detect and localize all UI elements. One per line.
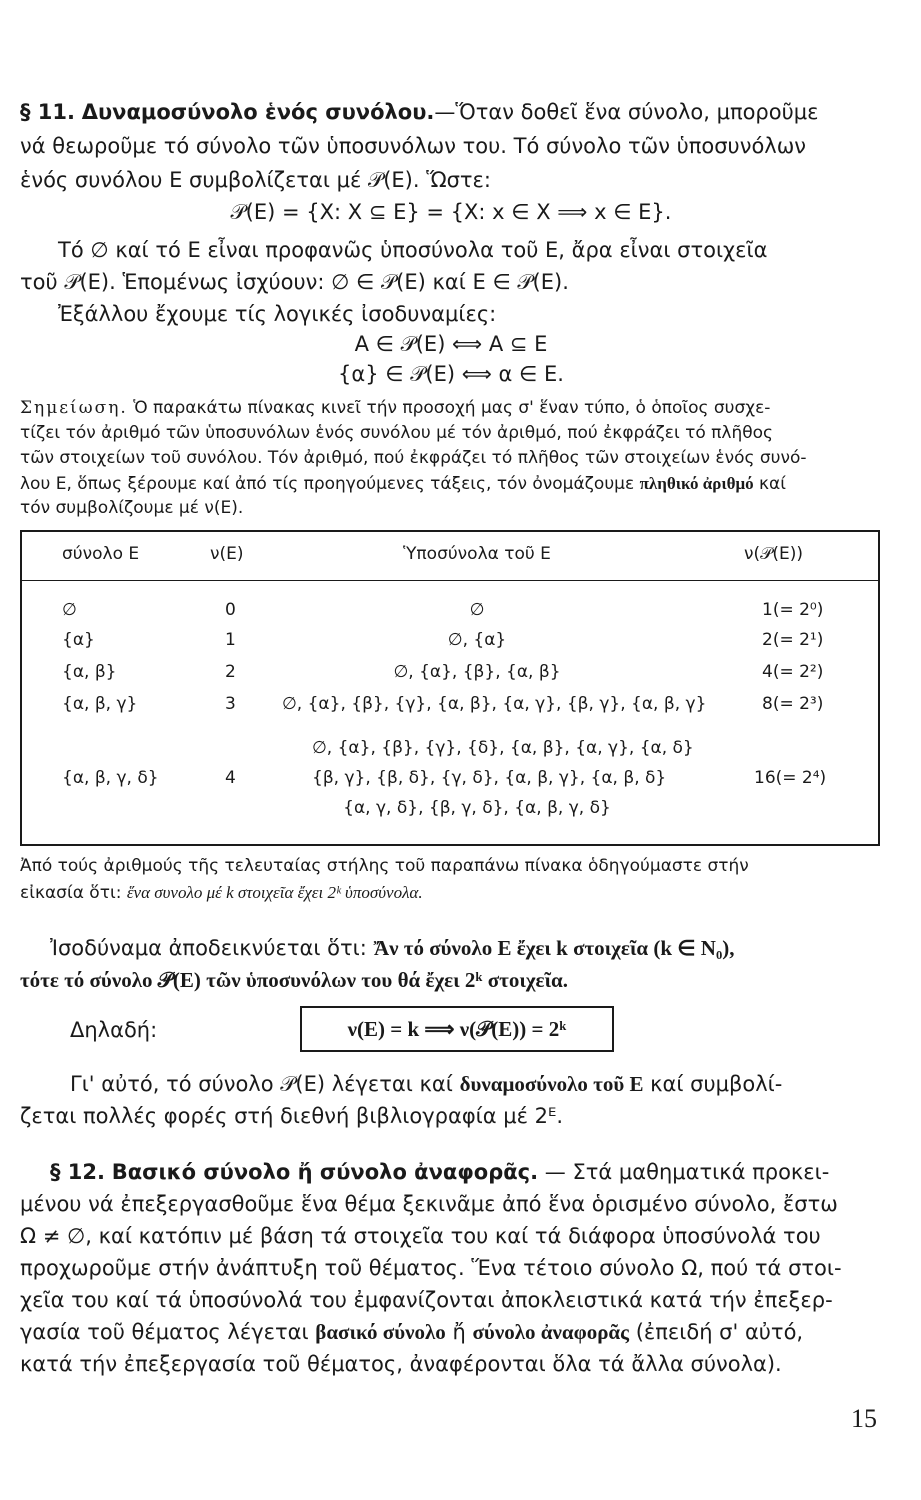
note-line-1 <box>20 396 880 421</box>
section-12-line-6 <box>20 1316 882 1348</box>
table-cell-count: 16(= 2⁴) <box>754 768 827 788</box>
note-line-2: τίζει τόν ἀριθμό τῶν ὑποσυνόλων ἑνός συνόλου μέ τόν ἀριθμό, πού ἐκφράζει τό πλῆθος <box>20 423 774 443</box>
table-cell-set: {α} <box>62 630 95 650</box>
para-equivalences: Ἐξάλλου ἔχουμε τίς λογικές ἰσοδυναμίες: <box>58 302 497 326</box>
powerset-term: δυναμοσύνολο τοῦ Ε <box>459 1072 644 1096</box>
table-cell-cardinality: 3 <box>225 694 236 714</box>
table-cell-count: 2(= 2¹) <box>762 630 824 650</box>
section-12-text-6e: (ἐπειδή σ' αὐτό, <box>635 1320 804 1344</box>
note-text-4c: καί <box>759 474 786 494</box>
note-label: Σημείωση. <box>20 398 128 418</box>
table-cell-set: {α, β, γ} <box>62 694 138 714</box>
table-cell-count: 8(= 2³) <box>762 694 824 714</box>
table-cell-subsets: ∅, {α} <box>447 630 507 650</box>
boxed-formula: ν(Ε) = k ⟹ ν(𝒫(Ε)) = 2ᵏ <box>300 1006 614 1052</box>
reference-set-term: σύνολο ἀναφορᾶς <box>472 1320 630 1344</box>
table-cell-set: {α, β} <box>62 662 117 682</box>
table-cell-cardinality: 2 <box>225 662 236 682</box>
section-12-line-2: μένου νά ἐπεξεργασθοῦμε ἕνα θέμα ξεκινᾶμε ἀπό ἕνα ὁρισμένο σύνολο, ἔστω <box>20 1192 838 1216</box>
table-cell-cardinality: 0 <box>225 600 236 620</box>
note-line-3: τῶν στοιχείων τοῦ συνόλου. Τόν ἀριθμό, πού ἐκφράζει τό πλῆθος τῶν στοιχείων ἑνός συνό- <box>20 448 807 468</box>
theorem-line-2: τότε τό σύνολο 𝒫(Ε) τῶν ὑποσυνόλων του θά ἔχει 2ᵏ στοιχεῖα. <box>20 968 568 992</box>
table-header-rule <box>22 580 878 581</box>
section-11-heading-line <box>20 96 882 128</box>
powerset-para-text-end: καί συμβολί- <box>650 1072 783 1096</box>
powerset-para-line-1 <box>20 1068 882 1100</box>
intro-line-3: ἑνός συνόλου Ε συμβολίζεται μέ 𝒫(Ε). Ὥστε: <box>20 168 491 192</box>
section-12-line-5: χεῖα του καί τά ὑποσύνολά του ἐμφανίζονται ἀποκλειστικά κατά τήν ἐπεξερ- <box>20 1288 833 1312</box>
note-text-1: Ὁ παρακάτω πίνακας κινεῖ τήν προσοχή μας σ' ἕναν τύπο, ὁ ὁποῖος συσχε- <box>133 398 771 418</box>
table-header-set: σύνολο Ε <box>62 544 140 564</box>
page-number: 15 <box>851 1404 877 1433</box>
note-cardinal-term: πληθικό ἀριθμό <box>639 474 754 493</box>
table-header-cardinality: ν(Ε) <box>210 544 244 564</box>
dilady-label: Δηλαδή: <box>70 1018 158 1042</box>
table-cell-set: {α, β, γ, δ} <box>62 768 159 788</box>
table-cell-subsets: {β, γ}, {β, δ}, {γ, δ}, {α, β, γ}, {α, β, δ} <box>312 768 667 788</box>
note-line-4 <box>20 471 880 497</box>
table-cell-subsets: ∅, {α}, {β}, {γ}, {δ}, {α, β}, {α, γ}, {α, δ} <box>312 738 694 758</box>
section-12-line-7: κατά τήν ἐπεξεργασία τοῦ θέματος, ἀναφέρονται ὅλα τά ἄλλα σύνολα). <box>20 1352 782 1376</box>
powerset-para-text: Γι' αὐτό, τό σύνολο 𝒫(Ε) λέγεται καί <box>70 1072 453 1096</box>
powerset-definition-formula: 𝒫(Ε) = {Χ: Χ ⊆ Ε} = {Χ: x ∈ Χ ⟹ x ∈ Ε}. <box>230 200 672 224</box>
basic-set-term: βασικό σύνολο <box>315 1320 446 1344</box>
table-cell-cardinality: 1 <box>225 630 236 650</box>
para-empty-set-line-1: Τό ∅ καί τό Ε εἶναι προφανῶς ὑποσύνολα τοῦ Ε, ἄρα εἶναι στοιχεῖα <box>58 238 768 262</box>
table-header-subsets: Ὑποσύνολα τοῦ Ε <box>403 544 551 564</box>
section-12-heading-line <box>20 1156 882 1188</box>
table-cell-count: 4(= 2²) <box>762 662 824 682</box>
table-cell-subsets: {α, γ, δ}, {β, γ, δ}, {α, β, γ, δ} <box>343 798 611 818</box>
equivalence-1: Α ∈ 𝒫(Ε) ⟺ Α ⊆ Ε <box>354 332 548 356</box>
intro-line-2: νά θεωροῦμε τό σύνολο τῶν ὑποσυνόλων του. Τό σύνολο τῶν ὑποσυνόλων <box>20 134 807 158</box>
section-12-title: Βασικό σύνολο ἤ σύνολο ἀναφορᾶς. <box>111 1160 539 1184</box>
theorem-intro: Ἰσοδύναμα ἀποδεικνύεται ὅτι: <box>50 936 367 960</box>
note-text-4a: λου Ε, ὅπως ξέρουμε καί ἀπό τίς προηγούμενες τάξεις, τόν ὀνομάζουμε <box>20 474 635 494</box>
section-12-number: § 12. <box>50 1160 106 1184</box>
subsets-table <box>20 530 880 846</box>
section-11-title: Δυναμοσύνολο ἑνός συνόλου. <box>81 100 435 124</box>
section-12-intro: — Στά μαθηματικά προκει- <box>544 1160 830 1184</box>
conjecture: ἕνα συνολο μέ k στοιχεῖα ἔχει 2ᵏ ὑποσύνολα. <box>126 883 423 902</box>
table-cell-subsets: ∅ <box>469 600 485 620</box>
section-12-line-3: Ω ≠ ∅, καί κατόπιν μέ βάση τά στοιχεῖα του καί τά διάφορα ὑποσύνολά του <box>20 1224 821 1248</box>
powerset-para-line-2: ζεται πολλές φορές στή διεθνή βιβλιογραφία μέ 2ᴱ. <box>20 1104 564 1128</box>
section-12-text-6c: ἤ <box>452 1320 466 1344</box>
theorem-line-1 <box>20 932 882 964</box>
theorem-statement-1: Ἄν τό σύνολο Ε ἔχει k στοιχεῖα (k ∈ N₀), <box>373 936 735 960</box>
para-empty-set-line-2: τοῦ 𝒫(Ε). Ἑπομένως ἰσχύουν: ∅ ∈ 𝒫(Ε) καί Ε ∈ 𝒫(Ε). <box>20 270 569 294</box>
table-cell-cardinality: 4 <box>225 768 236 788</box>
after-table-text: εἰκασία ὅτι: <box>20 883 122 903</box>
section-11-number: § 11. <box>20 100 76 124</box>
section-11-intro: —Ὅταν δοθεῖ ἕνα σύνολο, μποροῦμε <box>434 100 819 124</box>
table-cell-set: ∅ <box>62 600 77 620</box>
table-cell-count: 1(= 2⁰) <box>762 600 824 620</box>
equivalence-2: {α} ∈ 𝒫(Ε) ⟺ α ∈ Ε. <box>338 362 564 386</box>
after-table-line-1: Ἀπό τούς ἀριθμούς τῆς τελευταίας στήλης τοῦ παραπάνω πίνακα ὁδηγούμαστε στήν <box>20 856 749 876</box>
section-12-line-4: προχωροῦμε στήν ἀνάπτυξη τοῦ θέματος. Ἕνα τέτοιο σύνολο Ω, πού τά στοι- <box>20 1256 842 1280</box>
table-cell-subsets: ∅, {α}, {β}, {α, β} <box>393 662 561 682</box>
note-line-5: τόν συμβολίζουμε μέ ν(Ε). <box>20 498 244 518</box>
table-header-powerset-cardinality: ν(𝒫(Ε)) <box>744 544 804 564</box>
after-table-line-2 <box>20 880 880 906</box>
section-12-text-6a: γασία τοῦ θέματος λέγεται <box>20 1320 309 1344</box>
table-cell-subsets: ∅, {α}, {β}, {γ}, {α, β}, {α, γ}, {β, γ}, {α, β, γ} <box>282 694 707 714</box>
